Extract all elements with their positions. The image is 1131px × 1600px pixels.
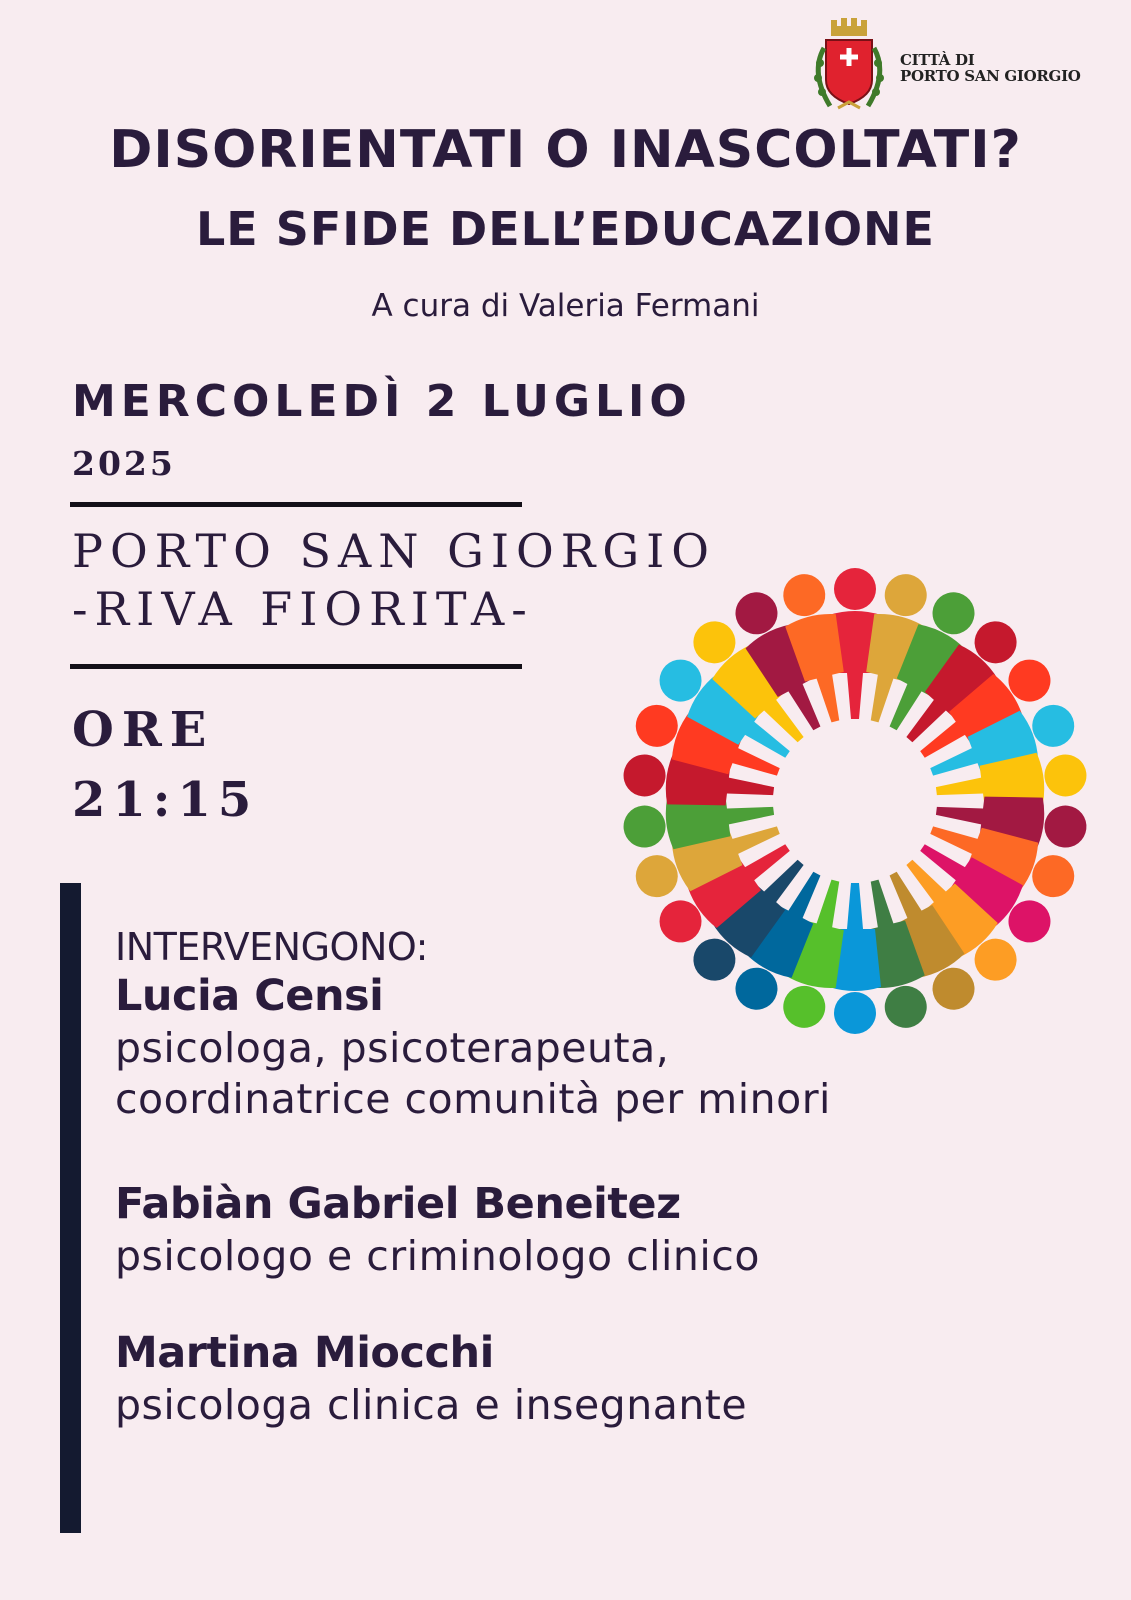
coat-of-arms-icon (804, 18, 894, 118)
curator-line: A cura di Valeria Fermani (371, 288, 760, 324)
speakers-accent-bar (60, 883, 81, 1533)
event-time: 21:15 (72, 772, 259, 828)
event-place: PORTO SAN GIORGIO (72, 524, 717, 578)
logo-text (900, 52, 1081, 84)
speaker-name: Martina Miocchi (115, 1328, 494, 1378)
logo-line-1: CITTÀ DI (900, 51, 975, 69)
divider-bottom (70, 664, 522, 669)
event-subtitle: LE SFIDE DELL’EDUCAZIONE (196, 202, 935, 256)
event-title: DISORIENTATI O INASCOLTATI? (109, 120, 1022, 180)
event-date: MERCOLEDÌ 2 LUGLIO (72, 376, 692, 427)
speakers-section (115, 925, 875, 1431)
speaker-name: Lucia Censi (115, 971, 384, 1021)
speaker-name: Fabiàn Gabriel Beneitez (115, 1179, 681, 1229)
speakers-label: INTERVENGONO: (115, 925, 428, 969)
speaker-role: psicologa, psicoterapeuta, coordinatrice comunità per minori (115, 1024, 831, 1123)
event-year: 2025 (72, 444, 176, 483)
divider-top (70, 502, 522, 507)
speaker-role: psicologa clinica e insegnante (115, 1381, 748, 1429)
speaker-entry (115, 969, 875, 1125)
speaker-entry (115, 1177, 875, 1282)
city-logo (804, 18, 1081, 118)
logo-line-2: PORTO SAN GIORGIO (900, 67, 1081, 85)
speaker-entry (115, 1326, 875, 1431)
speaker-role: psicologo e criminologo clinico (115, 1232, 760, 1280)
event-venue: -RIVA FIORITA- (72, 582, 534, 636)
time-label: ORE (72, 702, 215, 758)
